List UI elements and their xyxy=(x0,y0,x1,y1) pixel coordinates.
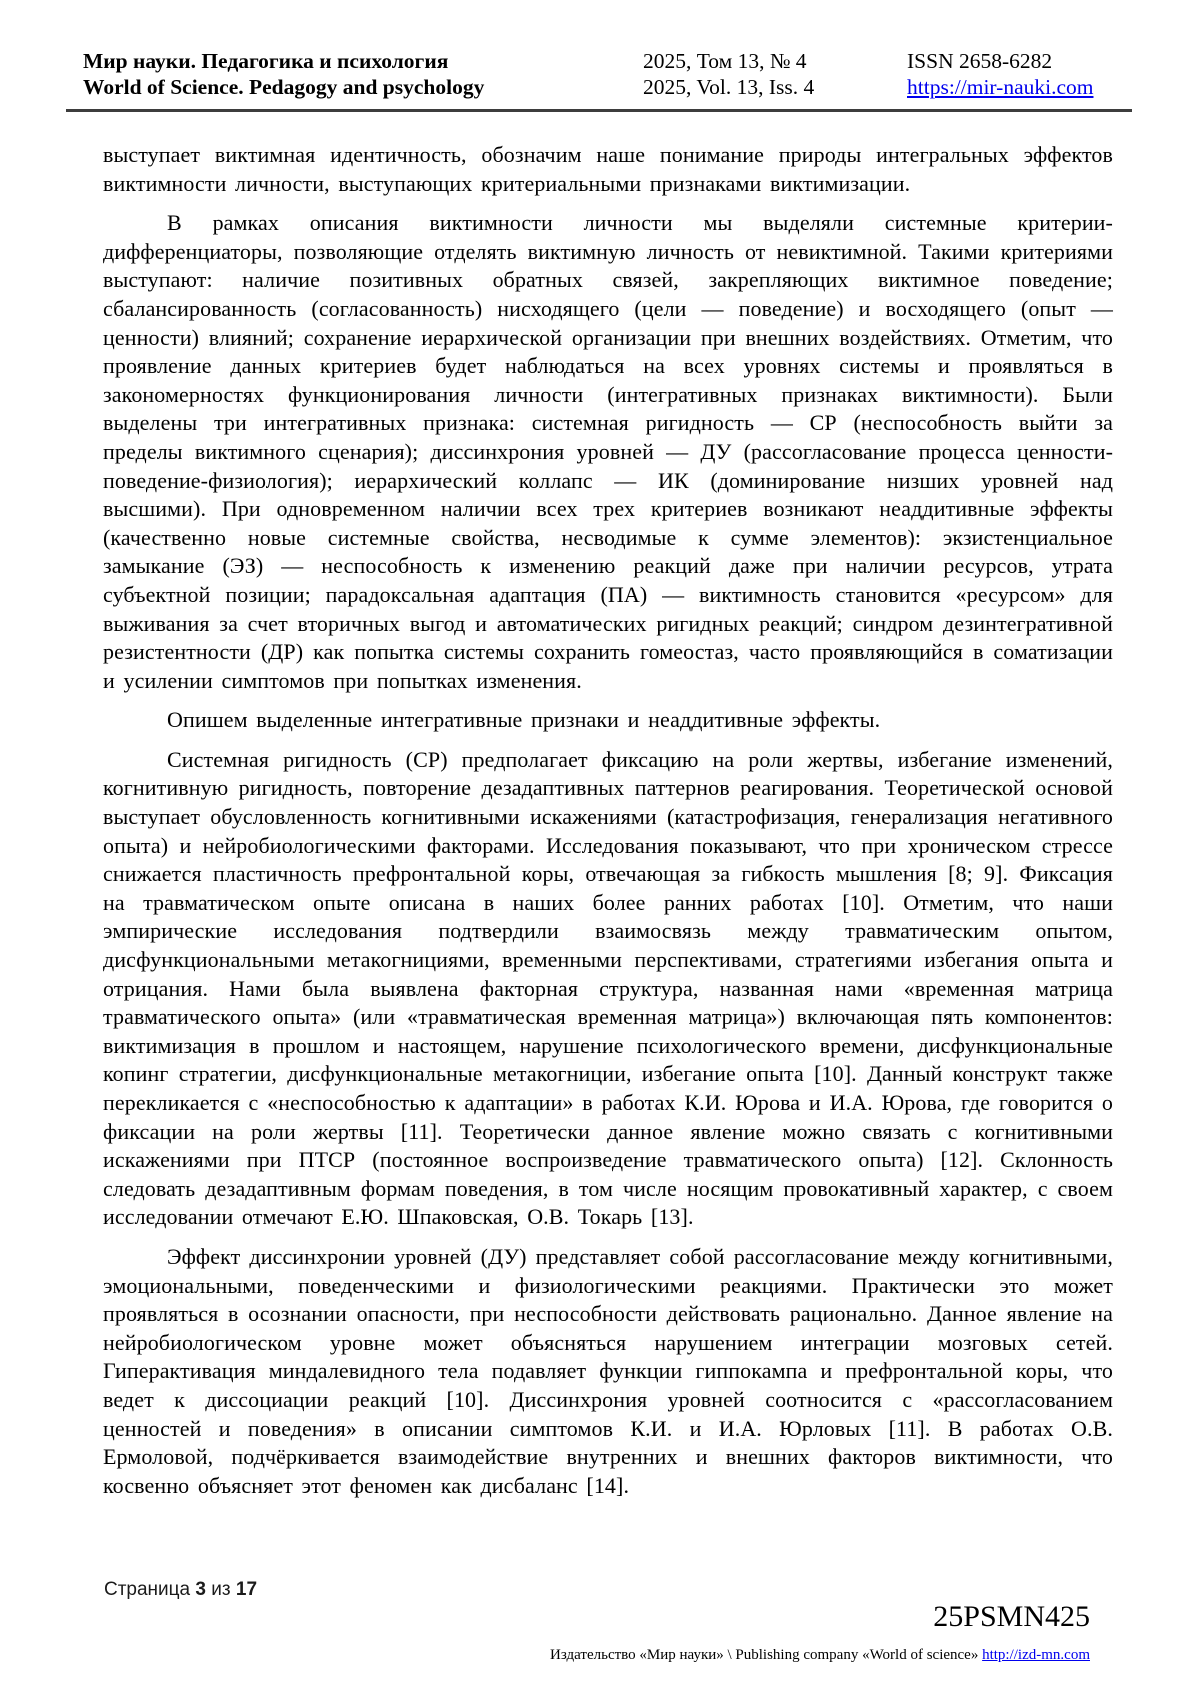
paragraph: Системная ригидность (СР) предполагает фиксацию на роли жертвы, избегание изменений, когнитивную ригидность, повторение дезадаптивных паттернов реагирования. Теоретической основой выступает обусловленность когнитивными искажениями (катастрофизация, генерализация негативного опыта) и нейробиологическими факторами. Исследования показывают, что при хроническом стрессе снижается пластичность префронтальной коры, отвечающая за гибкость мышления [8; 9]. Фиксация на травматическом опыте описана в наших более ранних работах [10]. Отметим, что наши эмпирические исследования подтвердили взаимосвязь между травматическим опытом, дисфункциональными метакогнициями, временными перспективами, стратегиями избегания опыта и отрицания. Нами была выявлена факторная структура, названная нами «временная матрица травматического опыта» (или «травматическая временная матрица») включающая пять компонентов: виктимизация в прошлом и настоящем, нарушение психологического времени, дисфункциональные копинг стратегии, дисфункциональные метакогниции, избегание опыта [10]. Данный конструкт также перекликается с «неспособностью к адаптации» в работах К.И. Юрова и И.А. Юрова, где говорится о фиксации на роли жертвы [11]. Теоретически данное явление можно связать с когнитивными искажениями при ПТСР (постоянное воспроизведение травматического опыта) [12]. Склонность следовать дезадаптивным формам поведения, в том числе носящим провокативный характер, с своем исследовании отмечают Е.Ю. Шпаковская, О.В. Токарь [13]. xyxy=(103,746,1113,1230)
article-id: 25PSMN425 xyxy=(933,1600,1090,1633)
issn-label: ISSN 2658-6282 xyxy=(907,49,1053,73)
issue-info-block xyxy=(643,48,814,100)
journal-title-block xyxy=(83,48,484,100)
page-indicator xyxy=(104,1579,257,1601)
publisher-site-link[interactable]: http://izd-mn.com xyxy=(982,1647,1090,1663)
journal-site-link[interactable]: https://mir-nauki.com xyxy=(907,75,1094,99)
article-text xyxy=(103,141,1113,1511)
issue-info-ru: 2025, Том 13, № 4 xyxy=(643,49,807,73)
issn-block xyxy=(907,48,1093,100)
issue-info-en: 2025, Vol. 13, Iss. 4 xyxy=(643,75,815,99)
page-label: Страница xyxy=(104,1579,191,1600)
header-divider xyxy=(66,109,1132,112)
page-header xyxy=(83,48,1113,108)
journal-title-en: World of Science. Pedagogy and psychology xyxy=(83,75,485,99)
paragraph: В рамках описания виктимности личности мы выделяли системные критерии-дифференциаторы, позволяющие отделять виктимную личность от невиктимной. Такими критериями выступают: наличие позитивных обратных связей, закрепляющих виктимное поведение; сбалансированность (согласованность) нисходящего (цели — поведение) и восходящего (опыт — ценности) влияний; сохранение иерархической организации при внешних воздействиях. Отметим, что проявление данных критериев будет наблюдаться на всех уровнях системы и проявляться в закономерностях функционирования личности (интегративных признаках виктимности). Были выделены три интегративных признака: системная ригидность — СР (неспособность выйти за пределы виктимного сценария); диссинхрония уровней — ДУ (рассогласование процесса ценности-поведение-физиология); иерархический коллапс — ИК (доминирование низших уровней над высшими). При одновременном наличии всех трех критериев возникают неаддитивные эффекты (качественно новые системные свойства, несводимые к сумме элементов): экзистенциальное замыкание (ЭЗ) — неспособность к изменению реакций даже при наличии ресурсов, утрата субъектной позиции; парадоксальная адаптация (ПА) — виктимность становится «ресурсом» для выживания за счет вторичных выгод и автоматических ригидных реакций; синдром дезинтегративной резистентности (ДР) как попытка системы сохранить гомеостаз, часто проявляющийся в соматизации и усилении симптомов при попытках изменения. xyxy=(103,210,1113,693)
page-of-label: из xyxy=(211,1579,231,1600)
page-number: 3 xyxy=(195,1579,206,1600)
paragraph: Эффект диссинхронии уровней (ДУ) представляет собой рассогласование между когнитивными, эмоциональными, поведенческими и физиологическими реакциями. Практически это может проявляться в осознании опасности, при неспособности действовать рационально. Данное явление на нейробиологическом уровне может объясняться нарушением интеграции мозговых сетей. Гиперактивация миндалевидного тела подавляет функции гиппокампа и префронтальной коры, что ведет к диссоциации реакций [10]. Диссинхрония уровней соотносится с «рассогласованием ценностей и поведения» в описании симптомов К.И. и И.А. Юрловых [11]. В работах О.В. Ермоловой, подчёркивается взаимодействие внутренних и внешних факторов виктимности, что косвенно объясняет этот феномен как дисбаланс [14]. xyxy=(103,1243,1113,1498)
publisher-line xyxy=(550,1646,1090,1664)
page-total: 17 xyxy=(235,1579,258,1600)
journal-title-ru: Мир науки. Педагогика и психология xyxy=(83,49,449,73)
paragraph: Опишем выделенные интегративные признаки и неаддитивные эффекты. xyxy=(167,707,881,733)
publisher-text: Издательство «Мир науки» \ Publishing company «World of science» xyxy=(550,1647,983,1663)
paragraph: выступает виктимная идентичность, обозначим наше понимание природы интегральных эффектов виктимности личности, выступающих критериальными признаками виктимизации. xyxy=(103,142,1113,196)
